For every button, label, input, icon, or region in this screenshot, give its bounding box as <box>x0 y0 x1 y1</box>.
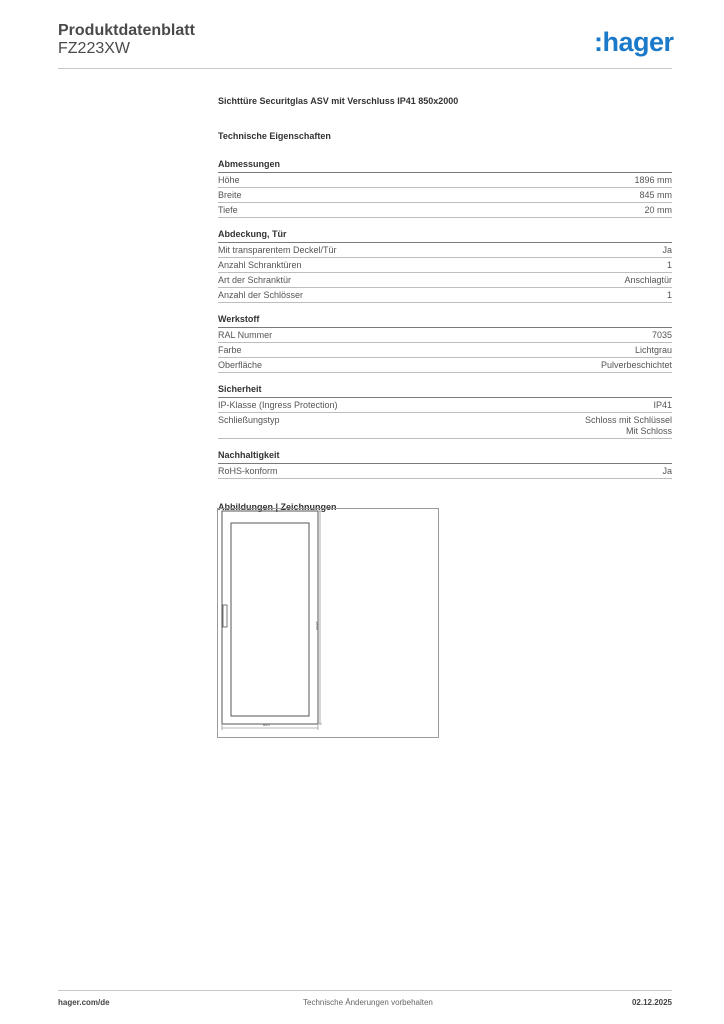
row-value: 1 <box>666 260 672 270</box>
row-value: 1896 mm <box>634 175 672 185</box>
row-label: Mit transparentem Deckel/Tür <box>218 245 337 255</box>
row-label: Oberfläche <box>218 360 263 370</box>
row-label: Höhe <box>218 175 240 185</box>
row-value <box>585 415 672 437</box>
row-value: Lichtgrau <box>634 345 672 355</box>
row-value: 20 mm <box>644 205 672 215</box>
row-value: Ja <box>662 466 672 476</box>
row-value: Pulverbeschichtet <box>600 360 672 370</box>
row-value: 845 mm <box>639 190 672 200</box>
footer-notice: Technische Änderungen vorbehalten <box>303 998 433 1007</box>
section-material <box>218 313 672 373</box>
header-divider <box>58 68 672 69</box>
row-value: Ja <box>662 245 672 255</box>
page-title: Produktdatenblatt <box>58 22 195 39</box>
product-name: Sichttüre Securitglas ASV mit Verschluss IP41 850x2000 <box>218 96 459 106</box>
table-row <box>218 328 672 343</box>
row-label: Tiefe <box>218 205 238 215</box>
door-drawing <box>218 509 438 737</box>
table-row <box>218 273 672 288</box>
section-cover-door <box>218 228 672 303</box>
table-row <box>218 188 672 203</box>
row-label: Art der Schranktür <box>218 275 292 285</box>
hager-logo: :hager <box>594 27 674 57</box>
row-value: Anschlagtür <box>624 275 672 285</box>
table-row <box>218 413 672 439</box>
lock-icon <box>223 605 227 627</box>
datasheet-content <box>218 95 672 513</box>
door-outline <box>222 511 318 724</box>
width-dimension-label: 840 <box>263 722 270 727</box>
row-label: Breite <box>218 190 242 200</box>
row-value-line: Schloss mit Schlüssel <box>584 415 672 425</box>
table-row <box>218 343 672 358</box>
row-value: IP41 <box>653 400 672 410</box>
table-row <box>218 203 672 218</box>
technical-drawing <box>217 508 439 738</box>
section-title: Werkstoff <box>218 313 672 328</box>
footer-website-link[interactable]: hager.com/de <box>58 998 110 1007</box>
table-row <box>218 258 672 273</box>
technical-properties-heading: Technische Eigenschaften <box>218 131 331 141</box>
row-value-line: Mit Schloss <box>625 426 672 436</box>
row-label: Farbe <box>218 345 242 355</box>
row-value: 1 <box>666 290 672 300</box>
row-label: RoHS-konform <box>218 466 278 476</box>
section-title: Nachhaltigkeit <box>218 449 672 464</box>
footer-date: 02.12.2025 <box>631 998 672 1007</box>
figures-heading: Abbildungen | Zeichnungen <box>218 502 337 512</box>
glass-pane <box>231 523 309 716</box>
table-row <box>218 243 672 258</box>
product-code: FZ223XW <box>58 40 131 57</box>
height-dimension-label: 1896 <box>315 621 320 630</box>
row-value: 7035 <box>651 330 672 340</box>
section-title: Abmessungen <box>218 158 672 173</box>
table-row <box>218 358 672 373</box>
table-row <box>218 398 672 413</box>
table-row <box>218 173 672 188</box>
row-label: Anzahl Schranktüren <box>218 260 302 270</box>
row-label: RAL Nummer <box>218 330 273 340</box>
table-row <box>218 464 672 479</box>
section-sustainability <box>218 449 672 479</box>
section-title: Sicherheit <box>218 383 672 398</box>
section-dimensions <box>218 158 672 218</box>
section-title: Abdeckung, Tür <box>218 228 672 243</box>
row-label: IP-Klasse (Ingress Protection) <box>218 400 338 410</box>
section-security <box>218 383 672 439</box>
table-row <box>218 288 672 303</box>
row-label: Schließungstyp <box>218 415 280 425</box>
row-label: Anzahl der Schlösser <box>218 290 304 300</box>
footer-divider <box>58 990 672 991</box>
